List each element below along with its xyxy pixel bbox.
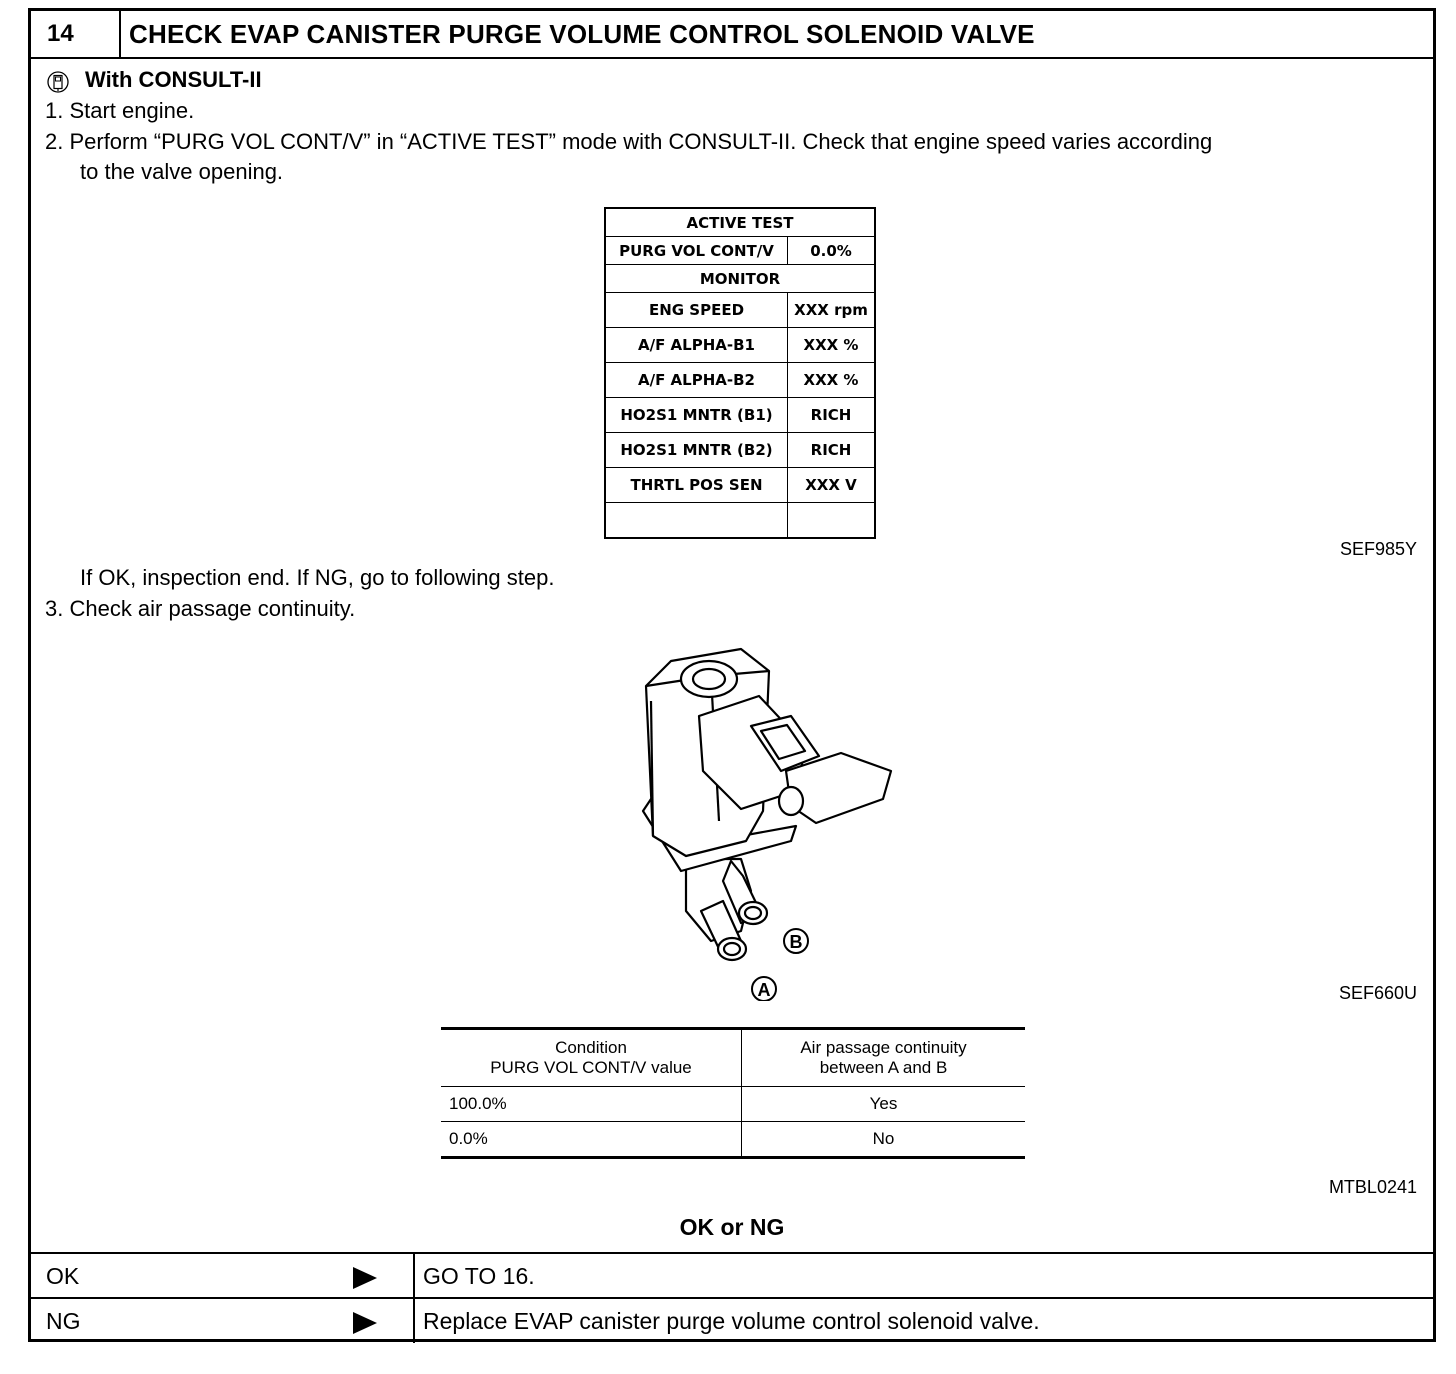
result-ng-label: NG (46, 1308, 81, 1334)
continuity-header-line2: between A and B (819, 1058, 948, 1077)
svg-text:A: A (757, 980, 771, 1000)
monitor-row-label: A/F ALPHA-B2 (605, 363, 788, 398)
inspection-note: If OK, inspection end. If NG, go to following step. (80, 565, 555, 590)
condition-header (441, 1029, 742, 1087)
port-a-label (752, 977, 776, 1001)
solenoid-valve-illustration (591, 631, 911, 1001)
result-title: OK or NG (679, 1214, 785, 1240)
instruction-step-2: 2. Perform “PURG VOL CONT/V” in “ACTIVE TEST” mode with CONSULT-II. Check that engine speed varies according (45, 129, 1213, 154)
active-test-param-label: PURG VOL CONT/V (605, 237, 788, 265)
monitor-row-value: XXX % (788, 328, 876, 363)
figure-code: SEF985Y (1339, 539, 1417, 559)
active-test-screen (604, 207, 876, 539)
monitor-row-label: HO2S1 MNTR (B1) (605, 398, 788, 433)
condition-header-line2: PURG VOL CONT/V value (490, 1058, 692, 1077)
result-row-ng (31, 1297, 1433, 1343)
monitor-row-value: XXX % (788, 363, 876, 398)
monitor-row-label: A/F ALPHA-B1 (605, 328, 788, 363)
result-divider (413, 1299, 415, 1343)
continuity-header-line1: Air passage continuity (800, 1038, 967, 1057)
monitor-label: MONITOR (605, 265, 875, 293)
right-triangle-arrow-icon (353, 1267, 377, 1289)
condition-header-line1: Condition (555, 1038, 627, 1057)
condition-cell: 100.0% (441, 1087, 742, 1122)
port-b-label (784, 929, 808, 953)
monitor-row-value: RICH (788, 433, 876, 468)
result-ok-action: GO TO 16. (423, 1263, 535, 1289)
result-ng-action: Replace EVAP canister purge volume control solenoid valve. (423, 1308, 1040, 1334)
procedure-frame (28, 8, 1436, 1342)
continuity-cell: No (872, 1129, 895, 1148)
table-row (441, 1122, 1025, 1158)
monitor-row-value (788, 503, 876, 539)
figure-code: MTBL0241 (1328, 1177, 1417, 1197)
monitor-row-label: HO2S1 MNTR (B2) (605, 433, 788, 468)
continuity-header (742, 1029, 1026, 1087)
figure-code: SEF660U (1338, 983, 1417, 1003)
result-divider (413, 1254, 415, 1298)
condition-cell: 0.0% (441, 1122, 742, 1158)
monitor-row-value: RICH (788, 398, 876, 433)
continuity-cell: Yes (742, 1087, 1026, 1122)
monitor-row-label (605, 503, 788, 539)
svg-text:B: B (789, 932, 803, 952)
monitor-row-label: THRTL POS SEN (605, 468, 788, 503)
monitor-row-label: ENG SPEED (605, 293, 788, 328)
step-title: CHECK EVAP CANISTER PURGE VOLUME CONTROL SOLENOID VALVE (129, 19, 1035, 49)
result-row-ok (31, 1252, 1433, 1298)
result-ok-label: OK (46, 1263, 80, 1289)
consult-label: With CONSULT-II (85, 67, 262, 92)
step-number: 14 (31, 11, 121, 57)
instruction-step-2-cont: to the valve opening. (80, 159, 284, 184)
table-row (441, 1087, 1025, 1122)
continuity-table (441, 1027, 1025, 1159)
right-triangle-arrow-icon (353, 1312, 377, 1334)
instruction-step-1: 1. Start engine. (45, 98, 195, 123)
active-test-title: ACTIVE TEST (605, 208, 875, 237)
consult-tool-icon (47, 71, 69, 93)
active-test-param-value: 0.0% (788, 237, 876, 265)
monitor-row-value: XXX rpm (788, 293, 876, 328)
instruction-step-3: 3. Check air passage continuity. (45, 596, 356, 621)
monitor-row-value: XXX V (788, 468, 876, 503)
step-header (31, 11, 1433, 59)
